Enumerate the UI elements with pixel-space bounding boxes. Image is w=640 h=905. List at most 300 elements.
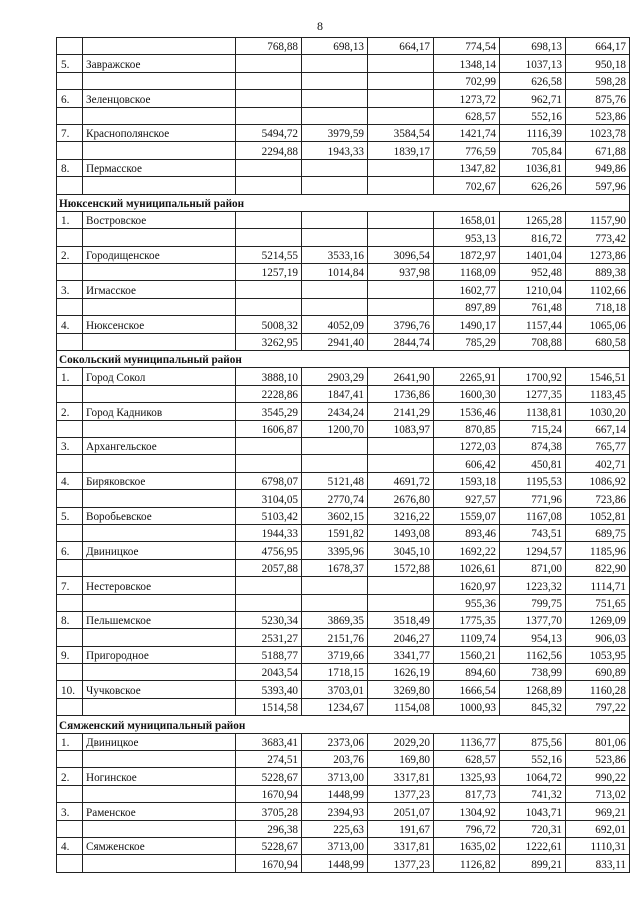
value-cell: 1401,04 bbox=[500, 246, 566, 263]
settlement-name bbox=[83, 72, 236, 89]
value-cell: 296,38 bbox=[236, 820, 302, 837]
value-cell bbox=[236, 55, 302, 72]
settlement-name bbox=[83, 177, 236, 194]
row-number: 7. bbox=[57, 577, 83, 594]
value-cell: 1030,20 bbox=[566, 403, 630, 420]
tariff-table bbox=[56, 37, 630, 873]
value-cell: 1037,13 bbox=[500, 55, 566, 72]
value-cell: 3518,49 bbox=[368, 611, 434, 628]
value-cell: 5214,55 bbox=[236, 246, 302, 263]
value-cell: 1257,19 bbox=[236, 264, 302, 281]
row-number: 2. bbox=[57, 403, 83, 420]
value-cell bbox=[368, 229, 434, 246]
value-cell: 2770,74 bbox=[302, 490, 368, 507]
value-cell: 664,17 bbox=[566, 38, 630, 55]
value-cell: 1195,53 bbox=[500, 472, 566, 489]
settlement-name: Востровское bbox=[83, 211, 236, 228]
value-cell: 1157,90 bbox=[566, 211, 630, 228]
value-cell: 1234,67 bbox=[302, 698, 368, 715]
value-cell: 761,48 bbox=[500, 298, 566, 315]
value-cell: 2903,29 bbox=[302, 368, 368, 385]
value-cell: 3602,15 bbox=[302, 507, 368, 524]
value-cell: 3216,22 bbox=[368, 507, 434, 524]
value-cell: 680,58 bbox=[566, 333, 630, 350]
value-cell: 3341,77 bbox=[368, 646, 434, 663]
value-cell: 3703,01 bbox=[302, 681, 368, 698]
settlement-name bbox=[83, 559, 236, 576]
value-cell: 1168,09 bbox=[434, 264, 500, 281]
value-cell: 889,38 bbox=[566, 264, 630, 281]
value-cell bbox=[236, 577, 302, 594]
table-row bbox=[57, 768, 630, 785]
settlement-name: Чучковское bbox=[83, 681, 236, 698]
value-cell: 1872,97 bbox=[434, 246, 500, 263]
value-cell: 3395,96 bbox=[302, 542, 368, 559]
row-number bbox=[57, 855, 83, 872]
value-cell: 962,71 bbox=[500, 90, 566, 107]
value-cell: 4756,95 bbox=[236, 542, 302, 559]
section-title: Сямженский муниципальный район bbox=[57, 716, 630, 733]
settlement-name: Пригородное bbox=[83, 646, 236, 663]
table-row bbox=[57, 803, 630, 820]
row-number: 1. bbox=[57, 211, 83, 228]
settlement-name bbox=[83, 142, 236, 159]
value-cell: 1377,70 bbox=[500, 611, 566, 628]
value-cell: 751,65 bbox=[566, 594, 630, 611]
value-cell: 3796,76 bbox=[368, 316, 434, 333]
value-cell: 1065,06 bbox=[566, 316, 630, 333]
settlement-name bbox=[83, 490, 236, 507]
table-row bbox=[57, 211, 630, 228]
value-cell: 1736,86 bbox=[368, 385, 434, 402]
value-cell bbox=[368, 55, 434, 72]
value-cell: 1775,35 bbox=[434, 611, 500, 628]
value-cell: 776,59 bbox=[434, 142, 500, 159]
settlement-name bbox=[83, 333, 236, 350]
value-cell: 2641,90 bbox=[368, 368, 434, 385]
value-cell: 2043,54 bbox=[236, 664, 302, 681]
value-cell bbox=[302, 159, 368, 176]
value-cell bbox=[236, 90, 302, 107]
table-row bbox=[57, 820, 630, 837]
value-cell: 402,71 bbox=[566, 455, 630, 472]
value-cell bbox=[236, 107, 302, 124]
value-cell: 5121,48 bbox=[302, 472, 368, 489]
value-cell: 628,57 bbox=[434, 751, 500, 768]
row-number bbox=[57, 785, 83, 802]
row-number: 5. bbox=[57, 507, 83, 524]
value-cell bbox=[236, 177, 302, 194]
row-number: 3. bbox=[57, 803, 83, 820]
value-cell: 1943,33 bbox=[302, 142, 368, 159]
value-cell: 689,75 bbox=[566, 524, 630, 541]
table-row bbox=[57, 264, 630, 281]
settlement-name bbox=[83, 785, 236, 802]
row-number bbox=[57, 72, 83, 89]
value-cell: 871,00 bbox=[500, 559, 566, 576]
value-cell: 523,86 bbox=[566, 751, 630, 768]
value-cell: 894,60 bbox=[434, 664, 500, 681]
value-cell: 2141,29 bbox=[368, 403, 434, 420]
row-number: 4. bbox=[57, 316, 83, 333]
table-row bbox=[57, 577, 630, 594]
value-cell: 708,88 bbox=[500, 333, 566, 350]
value-cell bbox=[302, 90, 368, 107]
value-cell bbox=[302, 177, 368, 194]
row-number bbox=[57, 698, 83, 715]
value-cell: 1626,19 bbox=[368, 664, 434, 681]
value-cell: 2151,76 bbox=[302, 629, 368, 646]
value-cell bbox=[236, 298, 302, 315]
table-row bbox=[57, 333, 630, 350]
table-row bbox=[57, 698, 630, 715]
value-cell: 3104,05 bbox=[236, 490, 302, 507]
value-cell: 1493,08 bbox=[368, 524, 434, 541]
value-cell: 1593,18 bbox=[434, 472, 500, 489]
row-number: 8. bbox=[57, 611, 83, 628]
table-row bbox=[57, 437, 630, 454]
table-row bbox=[57, 246, 630, 263]
value-cell: 1591,82 bbox=[302, 524, 368, 541]
value-cell bbox=[368, 159, 434, 176]
value-cell: 1043,71 bbox=[500, 803, 566, 820]
value-cell: 799,75 bbox=[500, 594, 566, 611]
value-cell: 718,18 bbox=[566, 298, 630, 315]
table-row bbox=[57, 559, 630, 576]
value-cell: 1053,95 bbox=[566, 646, 630, 663]
table-row bbox=[57, 507, 630, 524]
settlement-name bbox=[83, 629, 236, 646]
settlement-name: Зеленцовское bbox=[83, 90, 236, 107]
table-row bbox=[57, 107, 630, 124]
value-cell: 1839,17 bbox=[368, 142, 434, 159]
value-cell: 1277,35 bbox=[500, 385, 566, 402]
table-row bbox=[57, 142, 630, 159]
row-number: 9. bbox=[57, 646, 83, 663]
table-row bbox=[57, 751, 630, 768]
value-cell bbox=[236, 72, 302, 89]
value-cell: 969,21 bbox=[566, 803, 630, 820]
value-cell bbox=[236, 455, 302, 472]
value-cell bbox=[368, 437, 434, 454]
table-row bbox=[57, 403, 630, 420]
value-cell bbox=[302, 211, 368, 228]
row-number bbox=[57, 559, 83, 576]
row-number: 3. bbox=[57, 281, 83, 298]
value-cell: 3888,10 bbox=[236, 368, 302, 385]
settlement-name: Нестеровское bbox=[83, 577, 236, 594]
settlement-name bbox=[83, 420, 236, 437]
row-number: 10. bbox=[57, 681, 83, 698]
value-cell: 954,13 bbox=[500, 629, 566, 646]
value-cell: 1160,28 bbox=[566, 681, 630, 698]
value-cell: 875,76 bbox=[566, 90, 630, 107]
value-cell: 950,18 bbox=[566, 55, 630, 72]
settlement-name bbox=[83, 229, 236, 246]
settlement-name bbox=[83, 298, 236, 315]
table-row bbox=[57, 455, 630, 472]
value-cell: 1083,97 bbox=[368, 420, 434, 437]
row-number bbox=[57, 820, 83, 837]
value-cell: 1109,74 bbox=[434, 629, 500, 646]
value-cell: 801,06 bbox=[566, 733, 630, 750]
value-cell: 953,13 bbox=[434, 229, 500, 246]
row-number bbox=[57, 524, 83, 541]
settlement-name: Биряковское bbox=[83, 472, 236, 489]
value-cell bbox=[236, 281, 302, 298]
settlement-name: Сямженское bbox=[83, 837, 236, 854]
value-cell: 1154,08 bbox=[368, 698, 434, 715]
value-cell: 1014,84 bbox=[302, 264, 368, 281]
row-number: 8. bbox=[57, 159, 83, 176]
value-cell: 874,38 bbox=[500, 437, 566, 454]
value-cell: 1110,31 bbox=[566, 837, 630, 854]
settlement-name bbox=[83, 698, 236, 715]
value-cell: 1272,03 bbox=[434, 437, 500, 454]
value-cell: 692,01 bbox=[566, 820, 630, 837]
value-cell: 893,46 bbox=[434, 524, 500, 541]
value-cell: 1126,82 bbox=[434, 855, 500, 872]
value-cell: 1222,61 bbox=[500, 837, 566, 854]
value-cell: 1086,92 bbox=[566, 472, 630, 489]
section-title: Сокольский муниципальный район bbox=[57, 351, 630, 368]
value-cell: 743,51 bbox=[500, 524, 566, 541]
page-number: 8 bbox=[317, 19, 323, 33]
value-cell: 713,02 bbox=[566, 785, 630, 802]
section-title: Нюксенский муниципальный район bbox=[57, 194, 630, 211]
value-cell: 5230,34 bbox=[236, 611, 302, 628]
value-cell: 1944,33 bbox=[236, 524, 302, 541]
value-cell: 1670,94 bbox=[236, 785, 302, 802]
row-number bbox=[57, 751, 83, 768]
row-number: 4. bbox=[57, 837, 83, 854]
value-cell: 1269,09 bbox=[566, 611, 630, 628]
settlement-name: Игмасское bbox=[83, 281, 236, 298]
value-cell: 3979,59 bbox=[302, 124, 368, 141]
value-cell: 1606,87 bbox=[236, 420, 302, 437]
value-cell bbox=[302, 298, 368, 315]
row-number: 5. bbox=[57, 55, 83, 72]
settlement-name: Пермасское bbox=[83, 159, 236, 176]
value-cell: 1114,71 bbox=[566, 577, 630, 594]
table-row bbox=[57, 385, 630, 402]
value-cell: 1116,39 bbox=[500, 124, 566, 141]
value-cell: 1265,28 bbox=[500, 211, 566, 228]
value-cell: 1273,86 bbox=[566, 246, 630, 263]
value-cell: 552,16 bbox=[500, 751, 566, 768]
value-cell: 949,86 bbox=[566, 159, 630, 176]
value-cell: 771,96 bbox=[500, 490, 566, 507]
value-cell: 523,86 bbox=[566, 107, 630, 124]
value-cell: 203,76 bbox=[302, 751, 368, 768]
settlement-name: Пельшемское bbox=[83, 611, 236, 628]
table-row bbox=[57, 681, 630, 698]
table-row bbox=[57, 55, 630, 72]
value-cell: 702,67 bbox=[434, 177, 500, 194]
value-cell: 1210,04 bbox=[500, 281, 566, 298]
value-cell: 833,11 bbox=[566, 855, 630, 872]
value-cell: 2844,74 bbox=[368, 333, 434, 350]
value-cell: 1490,17 bbox=[434, 316, 500, 333]
row-number bbox=[57, 385, 83, 402]
value-cell: 225,63 bbox=[302, 820, 368, 837]
value-cell: 2228,86 bbox=[236, 385, 302, 402]
value-cell bbox=[302, 281, 368, 298]
value-cell: 1304,92 bbox=[434, 803, 500, 820]
value-cell: 1635,02 bbox=[434, 837, 500, 854]
value-cell: 664,17 bbox=[368, 38, 434, 55]
value-cell: 897,89 bbox=[434, 298, 500, 315]
value-cell: 2676,80 bbox=[368, 490, 434, 507]
value-cell bbox=[368, 90, 434, 107]
settlement-name: Двиницкое bbox=[83, 733, 236, 750]
value-cell: 715,24 bbox=[500, 420, 566, 437]
row-number bbox=[57, 333, 83, 350]
value-cell: 3545,29 bbox=[236, 403, 302, 420]
row-number bbox=[57, 177, 83, 194]
value-cell: 4691,72 bbox=[368, 472, 434, 489]
value-cell: 3096,54 bbox=[368, 246, 434, 263]
value-cell bbox=[368, 455, 434, 472]
value-cell: 1162,56 bbox=[500, 646, 566, 663]
value-cell: 765,77 bbox=[566, 437, 630, 454]
value-cell: 3533,16 bbox=[302, 246, 368, 263]
value-cell: 626,58 bbox=[500, 72, 566, 89]
table-row bbox=[57, 124, 630, 141]
row-number: 4. bbox=[57, 472, 83, 489]
value-cell bbox=[368, 211, 434, 228]
settlement-name bbox=[83, 107, 236, 124]
value-cell: 1670,94 bbox=[236, 855, 302, 872]
value-cell: 927,57 bbox=[434, 490, 500, 507]
value-cell: 1136,77 bbox=[434, 733, 500, 750]
settlement-name bbox=[83, 264, 236, 281]
table-row bbox=[57, 542, 630, 559]
settlement-name: Нюксенское bbox=[83, 316, 236, 333]
settlement-name: Раменское bbox=[83, 803, 236, 820]
value-cell: 6798,07 bbox=[236, 472, 302, 489]
value-cell: 816,72 bbox=[500, 229, 566, 246]
table-row bbox=[57, 594, 630, 611]
value-cell: 723,86 bbox=[566, 490, 630, 507]
value-cell: 3719,66 bbox=[302, 646, 368, 663]
value-cell: 2029,20 bbox=[368, 733, 434, 750]
row-number bbox=[57, 142, 83, 159]
value-cell: 1536,46 bbox=[434, 403, 500, 420]
value-cell: 5188,77 bbox=[236, 646, 302, 663]
value-cell bbox=[302, 229, 368, 246]
value-cell: 720,31 bbox=[500, 820, 566, 837]
value-cell: 955,36 bbox=[434, 594, 500, 611]
value-cell: 1700,92 bbox=[500, 368, 566, 385]
value-cell: 3317,81 bbox=[368, 837, 434, 854]
value-cell: 1157,44 bbox=[500, 316, 566, 333]
value-cell: 1064,72 bbox=[500, 768, 566, 785]
value-cell: 1294,57 bbox=[500, 542, 566, 559]
value-cell: 2531,27 bbox=[236, 629, 302, 646]
settlement-name bbox=[83, 594, 236, 611]
value-cell: 1185,96 bbox=[566, 542, 630, 559]
value-cell bbox=[236, 594, 302, 611]
value-cell: 3045,10 bbox=[368, 542, 434, 559]
value-cell bbox=[302, 107, 368, 124]
value-cell: 1421,74 bbox=[434, 124, 500, 141]
value-cell: 1348,14 bbox=[434, 55, 500, 72]
row-number bbox=[57, 594, 83, 611]
value-cell bbox=[368, 107, 434, 124]
row-number: 1. bbox=[57, 368, 83, 385]
value-cell: 1600,30 bbox=[434, 385, 500, 402]
row-number: 2. bbox=[57, 246, 83, 263]
value-cell bbox=[302, 72, 368, 89]
value-cell: 3584,54 bbox=[368, 124, 434, 141]
row-number bbox=[57, 107, 83, 124]
settlement-name bbox=[83, 385, 236, 402]
value-cell: 3317,81 bbox=[368, 768, 434, 785]
value-cell: 1000,93 bbox=[434, 698, 500, 715]
value-cell: 1325,93 bbox=[434, 768, 500, 785]
settlement-name bbox=[83, 751, 236, 768]
value-cell: 1602,77 bbox=[434, 281, 500, 298]
table-row bbox=[57, 629, 630, 646]
table-row bbox=[57, 420, 630, 437]
table-row bbox=[57, 72, 630, 89]
table-row bbox=[57, 90, 630, 107]
value-cell: 796,72 bbox=[434, 820, 500, 837]
value-cell: 191,67 bbox=[368, 820, 434, 837]
value-cell: 598,28 bbox=[566, 72, 630, 89]
settlement-name bbox=[83, 820, 236, 837]
value-cell: 671,88 bbox=[566, 142, 630, 159]
value-cell: 952,48 bbox=[500, 264, 566, 281]
value-cell: 1572,88 bbox=[368, 559, 434, 576]
value-cell: 2373,06 bbox=[302, 733, 368, 750]
value-cell: 5228,67 bbox=[236, 837, 302, 854]
row-number bbox=[57, 629, 83, 646]
value-cell: 768,88 bbox=[236, 38, 302, 55]
value-cell bbox=[368, 577, 434, 594]
value-cell bbox=[236, 211, 302, 228]
value-cell: 3269,80 bbox=[368, 681, 434, 698]
value-cell: 1546,51 bbox=[566, 368, 630, 385]
value-cell: 169,80 bbox=[368, 751, 434, 768]
value-cell: 5103,42 bbox=[236, 507, 302, 524]
value-cell: 2265,91 bbox=[434, 368, 500, 385]
settlement-name bbox=[83, 524, 236, 541]
value-cell: 870,85 bbox=[434, 420, 500, 437]
value-cell: 875,56 bbox=[500, 733, 566, 750]
value-cell: 774,54 bbox=[434, 38, 500, 55]
value-cell: 1448,99 bbox=[302, 855, 368, 872]
value-cell: 628,57 bbox=[434, 107, 500, 124]
settlement-name: Воробьевское bbox=[83, 507, 236, 524]
table-row bbox=[57, 177, 630, 194]
value-cell: 3713,00 bbox=[302, 837, 368, 854]
settlement-name bbox=[83, 664, 236, 681]
value-cell: 738,99 bbox=[500, 664, 566, 681]
value-cell: 1559,07 bbox=[434, 507, 500, 524]
value-cell: 3683,41 bbox=[236, 733, 302, 750]
table-row bbox=[57, 524, 630, 541]
value-cell: 698,13 bbox=[302, 38, 368, 55]
value-cell: 3705,28 bbox=[236, 803, 302, 820]
table-row bbox=[57, 733, 630, 750]
value-cell bbox=[236, 437, 302, 454]
row-number bbox=[57, 455, 83, 472]
value-cell: 5228,67 bbox=[236, 768, 302, 785]
value-cell: 702,99 bbox=[434, 72, 500, 89]
value-cell bbox=[302, 594, 368, 611]
